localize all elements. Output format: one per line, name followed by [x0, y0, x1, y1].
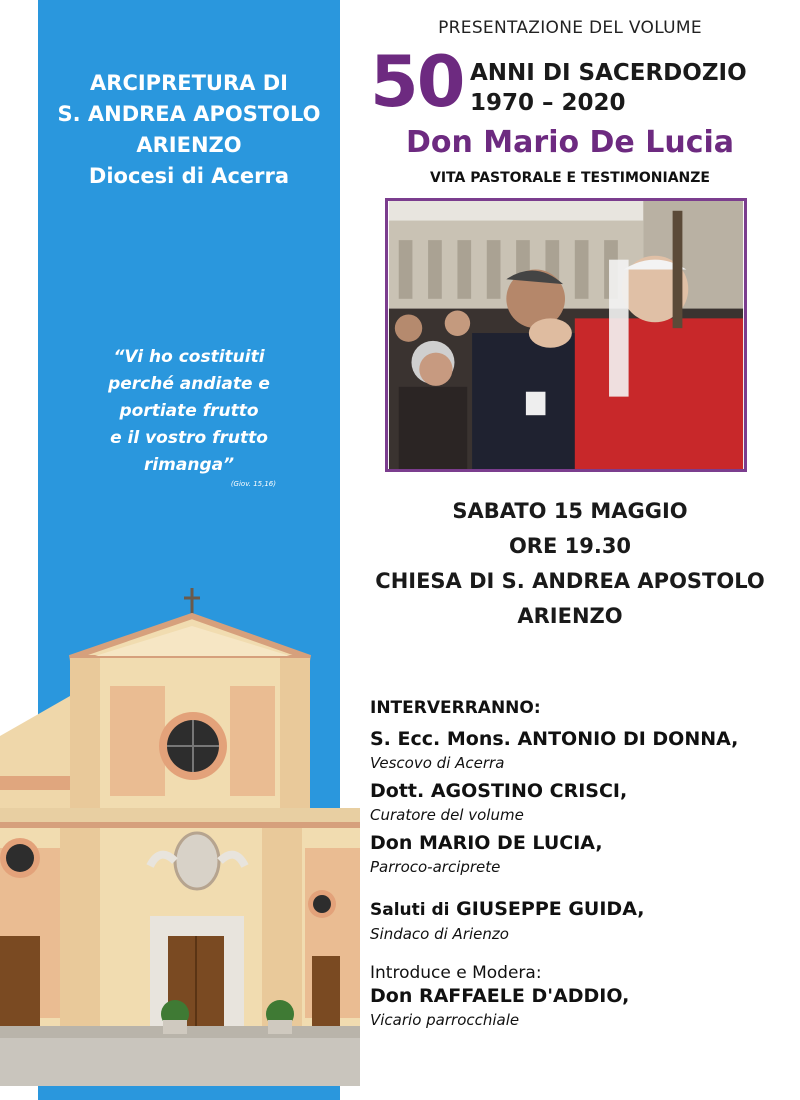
event-place: CHIESA DI S. ANDREA APOSTOLO — [375, 569, 765, 593]
quote-line: “Vi ho costituiti — [113, 347, 265, 367]
pope-blessing-photo — [385, 198, 747, 472]
speakers-header: INTERVERRANNO: — [370, 698, 541, 718]
parish-block — [38, 68, 340, 192]
speaker-role: Vescovo di Acerra — [370, 754, 505, 772]
bible-quote — [38, 344, 340, 489]
greetings-line — [370, 896, 790, 923]
speaker-role: Parroco-arciprete — [370, 858, 501, 876]
moderator-label: Introduce e Modera: — [370, 963, 542, 983]
quote-line: rimanga” — [143, 455, 235, 475]
speaker-role: Curatore del volume — [370, 806, 524, 824]
moderator-role: Vicario parrocchiale — [370, 1011, 520, 1029]
anniversary-number: 50 — [370, 41, 464, 123]
parish-line-2: S. ANDREA APOSTOLO — [57, 102, 321, 126]
book-title: Don Mario De Lucia — [405, 125, 735, 160]
event-time: ORE 19.30 — [508, 534, 632, 558]
anniversary-block — [470, 58, 747, 118]
quote-line: e il vostro frutto — [110, 428, 268, 448]
book-subtitle: VITA PASTORALE E TESTIMONIANZE — [430, 170, 710, 186]
church-facade-image — [0, 586, 360, 1086]
anniversary-years: 1970 – 2020 — [470, 90, 626, 116]
greetings-name: GIUSEPPE GUIDA, — [456, 898, 645, 920]
anniversary-text: ANNI DI SACERDOZIO — [470, 60, 747, 86]
presentation-label: PRESENTAZIONE DEL VOLUME — [438, 18, 702, 38]
event-date: SABATO 15 MAGGIO — [452, 499, 688, 523]
moderator-name: Don RAFFAELE D'ADDIO, — [370, 985, 630, 1007]
speaker-name: Dott. AGOSTINO CRISCI, — [370, 780, 628, 802]
event-town: ARIENZO — [517, 604, 623, 628]
quote-reference: (Giov. 15,16) — [230, 480, 276, 488]
speaker-name: Don MARIO DE LUCIA, — [370, 832, 603, 854]
parish-line-3: ARIENZO — [136, 133, 242, 157]
parish-line-1: ARCIPRETURA DI — [90, 71, 288, 95]
event-info — [360, 494, 780, 634]
speakers-section — [370, 698, 790, 1035]
speaker-name: S. Ecc. Mons. ANTONIO DI DONNA, — [370, 728, 739, 750]
greetings-role: Sindaco di Arienzo — [370, 925, 509, 943]
greetings-prefix: Saluti di — [370, 900, 450, 920]
diocese-line: Diocesi di Acerra — [88, 164, 290, 188]
quote-line: portiate frutto — [119, 401, 259, 421]
quote-line: perché andiate e — [108, 374, 270, 394]
